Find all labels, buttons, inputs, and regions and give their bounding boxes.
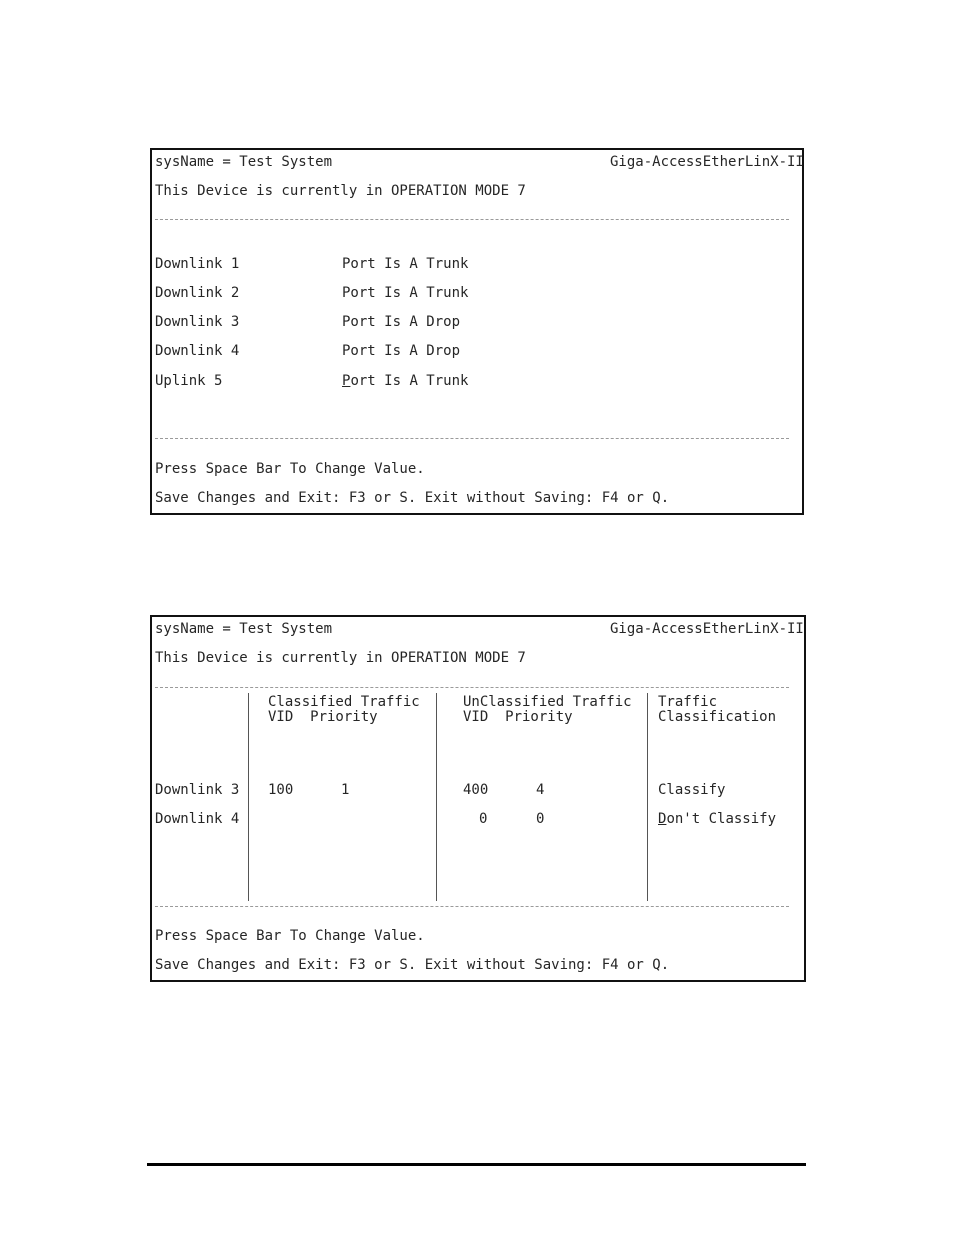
port-mode-screen xyxy=(150,148,804,515)
port-name-downlink-2: Downlink 2 xyxy=(155,285,240,301)
port-status-rest: ort Is A Trunk xyxy=(350,373,469,389)
row-name-downlink-4: Downlink 4 xyxy=(155,811,240,827)
sysname-label: sysName = Test System xyxy=(155,154,333,170)
classified-subheader: VID Priority xyxy=(268,709,378,725)
operation-mode-line: This Device is currently in OPERATION MODE 7 xyxy=(155,650,526,666)
unclassified-vid-field[interactable]: 400 xyxy=(463,782,489,798)
classification-field[interactable] xyxy=(658,811,776,827)
classified-vid-field[interactable]: 100 xyxy=(268,782,294,798)
unclassified-vid-field[interactable]: 0 xyxy=(479,811,488,827)
traffic-header: Traffic xyxy=(658,694,718,710)
page-footer-rule xyxy=(147,1163,806,1166)
unclassified-priority-field[interactable]: 4 xyxy=(536,782,545,798)
classification-rest: on't Classify xyxy=(666,811,777,827)
save-exit-hint: Save Changes and Exit: F3 or S. Exit without Saving: F4 or Q. xyxy=(155,490,670,506)
classification-field[interactable]: Classify xyxy=(658,782,726,798)
classified-traffic-header: Classified Traffic xyxy=(268,694,420,710)
traffic-classification-screen xyxy=(150,615,806,982)
cursor-char: P xyxy=(342,373,351,389)
port-name-downlink-4: Downlink 4 xyxy=(155,343,240,359)
cursor-char: D xyxy=(658,811,667,827)
product-name: Giga-AccessEtherLinX-II xyxy=(610,154,804,170)
port-status-downlink-4[interactable]: Port Is A Drop xyxy=(342,343,461,359)
port-name-downlink-3: Downlink 3 xyxy=(155,314,240,330)
separator xyxy=(155,438,789,439)
port-status-downlink-1[interactable]: Port Is A Trunk xyxy=(342,256,469,272)
save-exit-hint: Save Changes and Exit: F3 or S. Exit without Saving: F4 or Q. xyxy=(155,957,670,973)
operation-mode-line: This Device is currently in OPERATION MODE 7 xyxy=(155,183,526,199)
unclassified-subheader: VID Priority xyxy=(463,709,573,725)
classification-header: Classification xyxy=(658,709,777,725)
help-text: Press Space Bar To Change Value. xyxy=(155,928,425,944)
port-status-downlink-3[interactable]: Port Is A Drop xyxy=(342,314,461,330)
unclassified-priority-field[interactable]: 0 xyxy=(536,811,545,827)
port-name-uplink-5: Uplink 5 xyxy=(155,373,223,389)
port-status-downlink-2[interactable]: Port Is A Trunk xyxy=(342,285,469,301)
port-name-downlink-1: Downlink 1 xyxy=(155,256,240,272)
separator xyxy=(155,906,789,907)
column-divider xyxy=(248,693,249,901)
row-name-downlink-3: Downlink 3 xyxy=(155,782,240,798)
separator xyxy=(155,687,789,688)
column-divider xyxy=(436,693,437,901)
separator xyxy=(155,219,789,220)
sysname-label: sysName = Test System xyxy=(155,621,333,637)
classified-priority-field[interactable]: 1 xyxy=(341,782,350,798)
port-status-uplink-5[interactable] xyxy=(342,373,468,389)
column-divider xyxy=(647,693,648,901)
help-text: Press Space Bar To Change Value. xyxy=(155,461,425,477)
unclassified-traffic-header: UnClassified Traffic xyxy=(463,694,632,710)
product-name: Giga-AccessEtherLinX-II xyxy=(610,621,804,637)
